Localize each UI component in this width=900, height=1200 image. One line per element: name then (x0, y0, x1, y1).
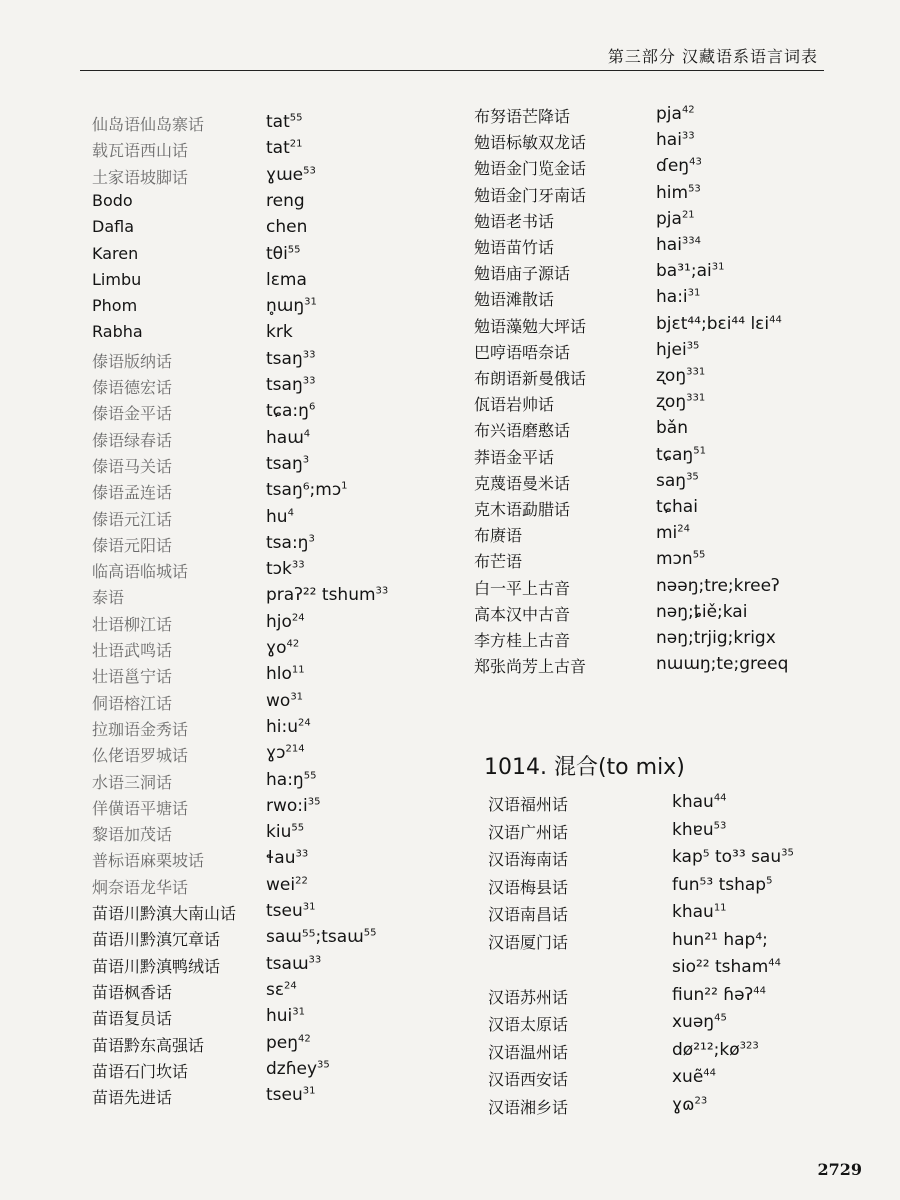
language-name: 勉语金门牙南话 (474, 185, 587, 205)
word-form (266, 954, 321, 974)
tone-number: 31 (302, 901, 316, 913)
word-form (672, 820, 726, 840)
word-form (672, 875, 772, 895)
form-text: nɯɯŋ;te;greeq (656, 654, 789, 675)
word-form (656, 523, 690, 543)
language-name: 临高语临城话 (92, 562, 189, 582)
tone-number: 23 (694, 1094, 708, 1106)
word-form (656, 104, 695, 124)
word-form (266, 375, 315, 395)
page-number: 2729 (817, 1160, 862, 1179)
tone-number: 55 (287, 243, 301, 255)
language-name: Rabha (92, 322, 143, 342)
form-text: bjɛt⁴⁴;bɛi⁴⁴ lɛi (656, 313, 770, 334)
word-form (656, 261, 724, 281)
form-text: ʐoŋ (656, 366, 687, 386)
tone-number: 42 (298, 1032, 311, 1044)
word-form (266, 901, 316, 921)
tone-number: 44 (753, 984, 766, 996)
tone-number: 55 (363, 927, 377, 939)
tone-number: 33 (681, 130, 695, 142)
word-form (672, 930, 768, 950)
word-form (672, 1067, 716, 1087)
form-text: kiu (266, 822, 292, 843)
form-text: pja (656, 104, 682, 124)
tone-number: 24 (284, 980, 297, 992)
form-text: tɕhai (656, 497, 698, 517)
tone-number: 21 (289, 138, 303, 150)
form-text: dø²¹²;kø (672, 1039, 740, 1060)
word-form (266, 980, 297, 1000)
word-form (672, 985, 766, 1005)
word-form (266, 927, 376, 947)
word-form (266, 1085, 316, 1105)
tone-number: 11 (713, 902, 727, 914)
word-form (266, 612, 305, 632)
language-name: 克木语勐腊话 (474, 500, 571, 519)
word-form (656, 366, 705, 386)
language-name: 汉语西安话 (488, 1070, 569, 1089)
form-text: hun²¹ hap⁴; (672, 929, 768, 950)
language-name: 苗语复员话 (92, 1009, 173, 1029)
form-text: sɛ (266, 979, 285, 1000)
tone-number: 3 (308, 533, 315, 545)
language-name: 勉语苗竹话 (474, 238, 555, 257)
word-form (656, 183, 701, 203)
language-name: Dafla (92, 217, 135, 237)
language-name: 勉语老书话 (474, 211, 555, 231)
tone-number: 35 (686, 471, 699, 483)
language-name: 汉语海南话 (488, 850, 569, 869)
language-name: 苗语黔东高强话 (92, 1035, 205, 1055)
word-form (266, 349, 315, 369)
tone-number: 35 (307, 796, 321, 808)
language-name: 拉珈语金秀话 (92, 719, 189, 739)
form-text: nəəŋ;tre;kreeʔ (656, 575, 780, 596)
form-text: xuẽ (672, 1067, 704, 1087)
tone-number: 53 (688, 182, 701, 194)
tone-number: 334 (681, 235, 702, 247)
tone-number: 24 (298, 717, 311, 729)
tone-number: 31 (711, 261, 725, 273)
language-name: 壮语武鸣话 (92, 641, 173, 660)
form-text: saŋ (656, 470, 687, 491)
word-form (266, 770, 316, 790)
form-text: chen (266, 217, 308, 238)
tone-number: 31 (687, 287, 701, 299)
language-name: 苗语先进话 (92, 1088, 173, 1108)
form-text: mɔn (656, 549, 693, 570)
form-text: ɗeŋ (656, 156, 690, 177)
form-text: tɔk (266, 559, 292, 580)
language-name: 傣语马关话 (92, 456, 173, 476)
form-text: khɐu (672, 819, 714, 840)
form-text: xuəŋ (672, 1012, 715, 1032)
word-form (266, 717, 311, 737)
form-text: nəŋ;trjig;krigx (656, 628, 776, 648)
language-name: 傣语孟连话 (92, 483, 173, 503)
language-name: 汉语太原话 (488, 1015, 569, 1034)
form-text: hui (266, 1006, 293, 1027)
form-text: dzɦey (266, 1058, 318, 1079)
form-text: wei (266, 874, 296, 895)
tone-number: 24 (677, 523, 691, 535)
language-name: 傣语绿春话 (92, 430, 173, 450)
language-name: 仙岛语仙岛寨话 (92, 115, 205, 134)
word-form (266, 165, 316, 185)
language-name: 白一平上古音 (474, 578, 571, 598)
language-name: 汉语福州话 (488, 795, 569, 814)
form-text: ha:ŋ (266, 769, 304, 790)
word-form (656, 576, 780, 596)
language-name: 佯僙语平塘话 (92, 798, 189, 818)
tone-number: 33 (302, 349, 316, 361)
language-name: 汉语温州话 (488, 1042, 569, 1062)
form-text: ɣo (266, 638, 287, 658)
word-form (656, 602, 747, 622)
language-name: 汉语厦门话 (488, 932, 569, 952)
word-form (266, 244, 301, 264)
word-form (266, 1059, 330, 1079)
form-text: haɯ (266, 427, 304, 448)
tone-number: 53 (303, 164, 316, 176)
language-name: 土家语坡脚话 (92, 167, 189, 187)
form-text: tat (266, 138, 290, 159)
language-name: 佤语岩帅话 (474, 395, 555, 415)
language-name: 布赓语 (474, 526, 523, 546)
tone-number: 55 (291, 822, 305, 834)
tone-number: 323 (739, 1039, 759, 1051)
tone-number: 31 (290, 690, 304, 702)
form-text: ɬau (266, 848, 296, 869)
word-form (656, 340, 699, 360)
tone-number: 11 (291, 664, 305, 676)
language-name: 汉语湘乡话 (488, 1097, 569, 1117)
form-text: hai (656, 130, 682, 151)
language-name: 侗语榕江话 (92, 693, 173, 713)
language-name: 布芒语 (474, 552, 523, 572)
tone-number: 35 (686, 340, 700, 352)
word-form (266, 848, 308, 868)
header-rule (80, 70, 824, 71)
form-text: tsa:ŋ (266, 532, 309, 553)
form-text: hlo (266, 664, 292, 685)
form-text: ɣɷ (672, 1094, 695, 1115)
language-name: 泰语 (92, 588, 125, 608)
tone-number: 331 (686, 392, 706, 404)
language-name: Karen (92, 243, 139, 263)
tone-number: 31 (292, 1006, 306, 1018)
form-text: tɕaŋ (656, 444, 694, 465)
word-form (656, 654, 788, 674)
tone-number: 4 (287, 506, 294, 518)
form-text: ba³¹;ai (656, 261, 712, 282)
word-form (672, 792, 727, 812)
language-name: 水语三洞话 (92, 772, 173, 792)
word-form (266, 585, 388, 605)
word-form (266, 296, 317, 316)
language-name: 克蔑语曼米话 (474, 473, 571, 493)
tone-number: 33 (291, 559, 305, 571)
tone-number: 42 (286, 638, 300, 650)
word-form (266, 480, 348, 500)
form-text: hai (656, 235, 682, 255)
language-name: 仫佬语罗城话 (92, 746, 189, 766)
form-text: tseu (266, 1085, 303, 1106)
tone-number: 42 (681, 104, 695, 116)
language-name: 勉语金门览金话 (474, 159, 587, 179)
word-form (266, 270, 307, 290)
language-name: 苗语川黔滇鸭绒话 (92, 956, 221, 976)
header-title: 第三部分 汉藏语系语言词表 (607, 47, 818, 66)
form-text: kap⁵ to³³ sau (672, 847, 782, 867)
language-name: 傣语元阳话 (92, 535, 173, 555)
language-name: 汉语广州话 (488, 822, 569, 842)
form-text: sio²² tsham (672, 957, 769, 977)
word-form (656, 235, 701, 255)
word-form (656, 314, 782, 334)
form-text: him (656, 182, 689, 203)
tone-number: 53 (713, 819, 727, 831)
word-form (266, 875, 308, 895)
tone-number: 22 (295, 875, 308, 887)
tone-number: 55 (303, 769, 317, 781)
tone-number: 55 (289, 112, 303, 124)
form-text: krk (266, 322, 293, 343)
tone-number: 331 (686, 366, 706, 378)
tone-number: 21 (681, 209, 695, 221)
tone-number: 3 (302, 454, 310, 466)
word-form (266, 822, 304, 842)
language-name: 苗语枫香话 (92, 982, 173, 1002)
word-form (656, 287, 700, 307)
form-text: tsaŋ (266, 453, 303, 474)
tone-number: 5 (766, 874, 773, 886)
language-name: 普标语麻栗坡话 (92, 851, 205, 871)
tone-number: 44 (769, 313, 782, 325)
language-name: 汉语南昌话 (488, 905, 569, 924)
word-form (266, 533, 315, 553)
form-text: fiun²² ɦəʔ (672, 984, 754, 1005)
language-name: 傣语金平话 (92, 404, 173, 424)
word-form (656, 156, 702, 176)
tone-number: 6 (308, 401, 316, 413)
word-form (266, 691, 303, 711)
word-form (672, 957, 781, 977)
language-name: Phom (92, 296, 138, 316)
tone-number: 214 (285, 743, 305, 755)
language-name: 高本汉中古音 (474, 604, 571, 624)
tone-number: 33 (302, 375, 316, 387)
form-text: mi (656, 523, 678, 544)
language-name: 傣语德宏话 (92, 378, 173, 397)
language-name: 炯奈语龙华话 (92, 877, 189, 897)
language-name: 汉语苏州话 (488, 987, 569, 1007)
form-text: ɣɯe (266, 164, 304, 185)
language-name: 壮语邕宁话 (92, 667, 173, 687)
form-text: tsaŋ (266, 375, 303, 395)
form-text: hjei (656, 339, 687, 360)
language-name: 苗语石门坎话 (92, 1061, 189, 1081)
word-form (656, 549, 705, 569)
tone-number: 1 (341, 480, 348, 492)
form-text: hjo (266, 611, 292, 632)
word-form (266, 1033, 311, 1053)
word-form (672, 1095, 707, 1115)
tone-number: 44 (768, 957, 782, 969)
tone-number: 4 (303, 427, 311, 439)
form-text: bǎn (656, 418, 688, 439)
word-form (266, 428, 310, 448)
word-form (266, 1006, 305, 1026)
word-form (672, 1040, 759, 1060)
language-name: 郑张尚芳上古音 (474, 657, 587, 677)
word-form (672, 847, 794, 867)
form-text: nəŋ;ȶiě;kai (656, 601, 748, 622)
language-name: 傣语元江话 (92, 509, 173, 529)
tone-number: 31 (304, 296, 317, 308)
tone-number: 31 (302, 1085, 316, 1097)
language-name: 勉语藻勉大坪话 (474, 316, 587, 336)
form-text: hu (266, 506, 288, 527)
word-form (656, 445, 706, 465)
word-form (656, 628, 776, 648)
word-form (656, 471, 699, 491)
language-name: 巴哼语唔奈话 (474, 342, 571, 362)
tone-number: 35 (317, 1059, 330, 1071)
tone-number: 43 (689, 156, 702, 168)
word-form (266, 664, 305, 684)
form-text: reng (266, 190, 305, 211)
form-text: tseu (266, 901, 303, 921)
language-name: 勉语滩散话 (474, 290, 555, 310)
form-text: ʐoŋ (656, 392, 687, 413)
tone-number: 55 (692, 549, 706, 561)
tone-number: 44 (703, 1067, 717, 1079)
language-name: 布兴语磨憨话 (474, 421, 571, 441)
word-form (266, 401, 315, 421)
tone-number: 33 (375, 585, 389, 597)
language-name: 黎语加茂话 (92, 825, 173, 845)
language-name: 勉语庙子源话 (474, 264, 571, 284)
language-name: 壮语柳江话 (92, 614, 173, 634)
word-form (656, 418, 688, 438)
form-text: tɕa:ŋ (266, 401, 309, 422)
word-form (656, 130, 695, 150)
form-text: ha:i (656, 287, 688, 308)
word-form (656, 497, 698, 517)
word-form (266, 112, 302, 132)
form-text: tat (266, 112, 290, 132)
form-text: peŋ (266, 1032, 299, 1053)
tone-number: 51 (693, 444, 706, 456)
form-text: hi:u (266, 716, 298, 737)
form-text: khau (672, 902, 714, 922)
word-form (656, 392, 705, 412)
language-name: 载瓦语西山话 (92, 141, 189, 161)
word-form (266, 138, 302, 158)
language-name: 李方桂上古音 (474, 631, 571, 650)
form-text: n̥ɯŋ (266, 296, 305, 317)
language-name: Limbu (92, 269, 142, 289)
word-form (266, 638, 299, 658)
form-text: rwo:i (266, 795, 308, 816)
language-name: 苗语川黔滇大南山话 (92, 904, 237, 923)
word-form (266, 507, 294, 527)
form-text: lɛma (266, 269, 307, 290)
form-text: praʔ²² tshum (266, 585, 376, 606)
word-form (266, 559, 305, 579)
language-name: 傣语版纳话 (92, 351, 173, 371)
form-text: wo (266, 690, 291, 711)
form-text: tsaŋ (266, 348, 303, 369)
form-text: saɯ⁵⁵;tsaɯ (266, 927, 364, 948)
form-text: tsaɯ (266, 953, 309, 974)
language-name: 汉语梅县话 (488, 877, 569, 897)
form-text: tθi (266, 243, 288, 264)
tone-number: 33 (295, 848, 309, 860)
language-name: 勉语标敏双龙话 (474, 133, 587, 153)
word-form (672, 902, 727, 922)
form-text: khau (672, 792, 714, 812)
tone-number: 45 (714, 1012, 727, 1024)
word-form (672, 1012, 727, 1032)
language-name: 莽语金平话 (474, 447, 555, 467)
language-name: Bodo (92, 190, 133, 210)
form-text: pja (656, 208, 682, 229)
tone-number: 35 (781, 847, 794, 859)
tone-number: 24 (291, 612, 305, 624)
form-text: fun⁵³ tshap (672, 874, 767, 895)
language-name: 苗语川黔滇冗章话 (92, 930, 221, 950)
word-form (266, 796, 320, 816)
word-form (656, 209, 695, 229)
form-text: ɣɔ (266, 743, 286, 764)
section-title: 1014. 混合(to mix) (484, 755, 685, 780)
word-form (266, 217, 307, 237)
form-text: tsaŋ⁶;mɔ (266, 480, 342, 501)
running-header (0, 0, 900, 80)
tone-number: 44 (713, 792, 727, 804)
word-form (266, 454, 309, 474)
language-name: 布朗语新曼俄话 (474, 369, 587, 388)
word-form (266, 322, 293, 342)
word-form (266, 743, 305, 763)
tone-number: 33 (308, 953, 322, 965)
language-name: 布努语芒降话 (474, 107, 571, 126)
word-form (266, 191, 305, 211)
